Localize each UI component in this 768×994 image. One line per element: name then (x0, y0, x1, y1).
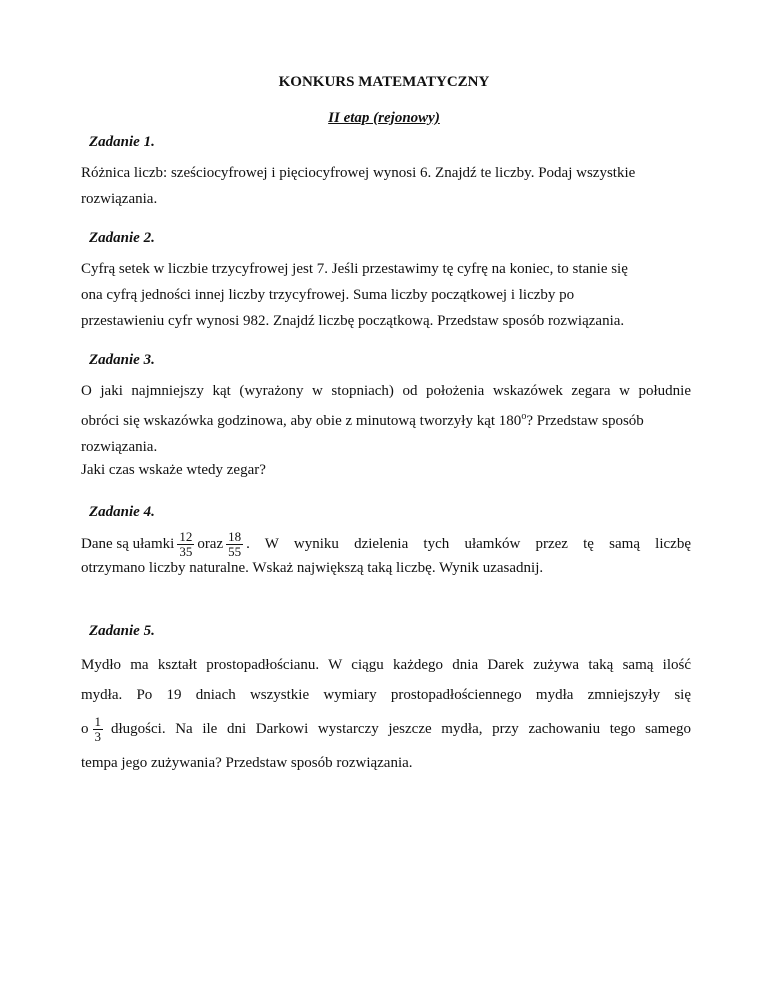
task-2-body (81, 256, 691, 334)
task-3-body (81, 378, 691, 480)
task-1-heading: Zadanie 1. (89, 134, 155, 150)
task-5-line-1: Mydło ma kształt prostopadłościanu. W ciągu każdego dnia Darek zużywa taką samą ilość (81, 657, 691, 673)
task-2-line-2: ona cyfrą jedności innej liczby trzycyfrowej. Suma liczby początkowej i liczby po (81, 287, 575, 303)
task-2-line-3: przestawieniu cyfr wynosi 982. Znajdź liczbę początkową. Przedstaw sposób rozwiązania. (81, 313, 625, 329)
task-4-text-a: Dane są ułamki (81, 536, 175, 552)
task-3-line-4: Jaki czas wskaże wtedy zegar? (81, 462, 266, 478)
task-5-line-4: tempa jego zużywania? Przedstaw sposób rozwiązania. (81, 755, 413, 771)
page-title: KONKURS MATEMATYCZNY (278, 74, 490, 90)
task-1-line-2: rozwiązania. (81, 191, 158, 207)
fraction-1-3 (93, 715, 104, 744)
task-3-line-2-text: obróci się wskazówka godzinowa, aby obie z minutową tworzyły kąt 180 (81, 413, 522, 429)
fraction-denominator: 35 (179, 543, 193, 559)
task-5-line-3 (81, 710, 691, 748)
task-4-line-2: otrzymano liczby naturalne. Wskaż największą taką liczbę. Wynik uzasadnij. (81, 560, 544, 576)
fraction-12-35 (177, 530, 194, 559)
task-5-heading: Zadanie 5. (89, 623, 155, 639)
task-1-body (81, 160, 691, 212)
task-2-line-1: Cyfrą setek w liczbie trzycyfrowej jest 7. Jeśli przestawimy tę cyfrę na koniec, to stanie się (81, 261, 628, 277)
task-4-text-b: oraz (197, 536, 224, 552)
fraction-numerator: 18 (228, 528, 242, 544)
page-subtitle: II etap (rejonowy) (328, 110, 440, 126)
task-1-line-1: Różnica liczb: sześciocyfrowej i pięciocyfrowej wynosi 6. Znajdź te liczby. Podaj wszystkie (81, 165, 636, 181)
task-5-text-a: o (81, 721, 89, 737)
task-4-heading: Zadanie 4. (89, 504, 155, 520)
task-3-line-3: rozwiązania. (81, 439, 158, 455)
fraction-numerator: 12 (179, 528, 193, 544)
degree-mark: o (521, 411, 527, 422)
task-3-line-2 (81, 404, 691, 434)
fraction-18-55 (226, 530, 243, 559)
task-3-line-2-tail: ? Przedstaw sposób (526, 413, 644, 429)
task-3-line-1: O jaki najmniejszy kąt (wyrażony w stopniach) od położenia wskazówek zegara w południe (81, 383, 691, 399)
task-4-text-c: . W wyniku dzielenia tych ułamków przez tę samą liczbę (246, 536, 691, 552)
task-5-line-2: mydła. Po 19 dniach wszystkie wymiary prostopadłościennego mydła zmniejszyły się (81, 687, 691, 703)
fraction-denominator: 3 (94, 728, 101, 744)
task-2-heading: Zadanie 2. (89, 230, 155, 246)
task-4-body (81, 524, 691, 578)
task-4-text-c-wrap (246, 529, 691, 559)
fraction-denominator: 55 (228, 543, 242, 559)
fraction-numerator: 1 (94, 713, 101, 729)
task-5-body (81, 650, 691, 778)
task-5-text-b: długości. Na ile dni Darkowi wystarczy jeszcze mydła, przy zachowaniu tego samego (111, 721, 691, 737)
task-3-heading: Zadanie 3. (89, 352, 155, 368)
